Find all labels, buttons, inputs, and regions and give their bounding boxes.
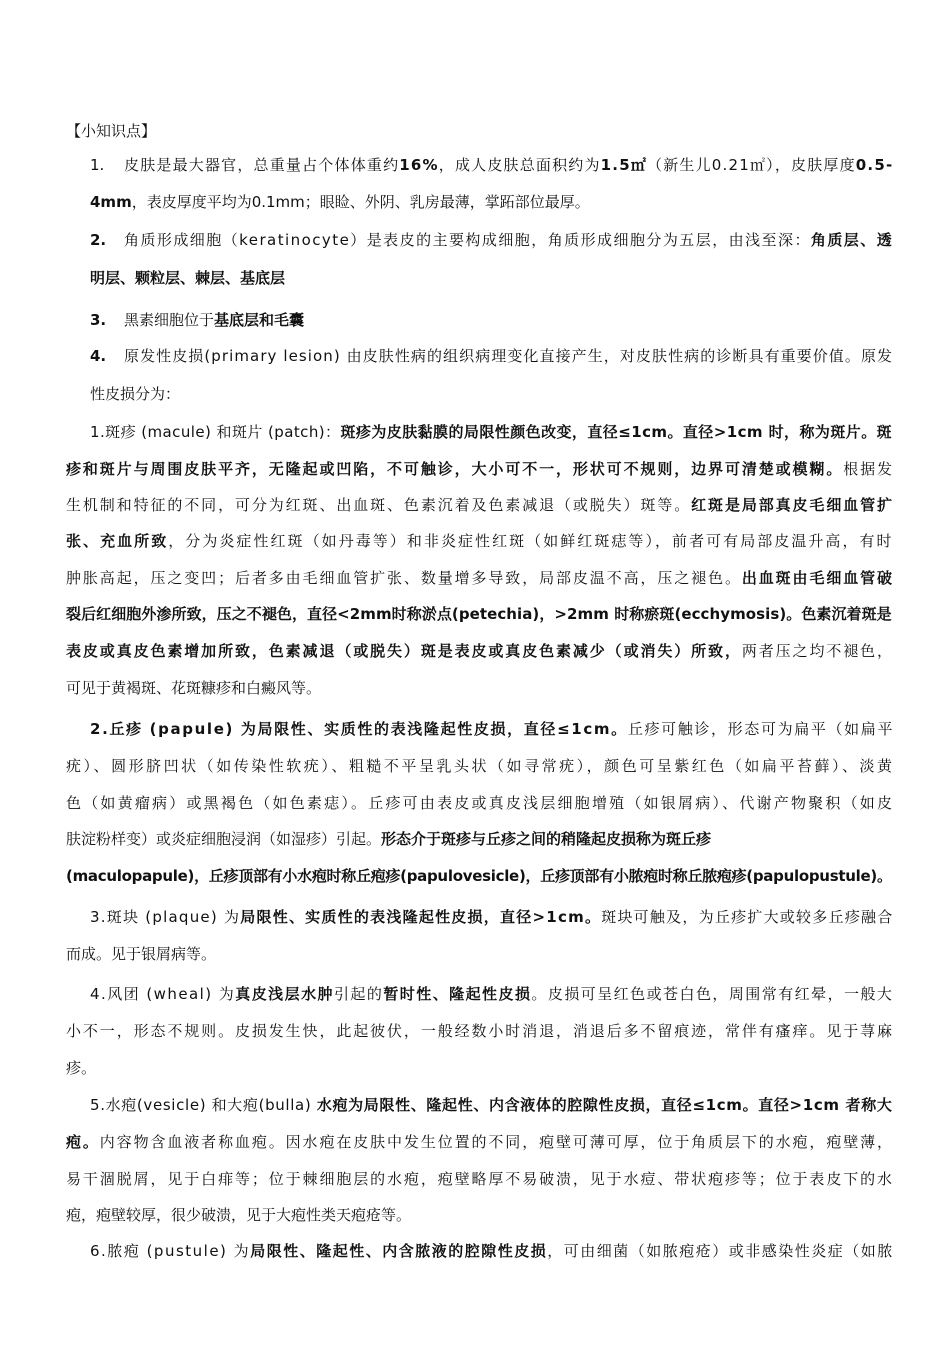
paragraph-line (66, 1055, 96, 1081)
paragraph-line (90, 419, 892, 445)
text-run: 1.斑疹 (macule) 和斑片 (patch)： (90, 423, 341, 441)
text-run: 斑块可触及，为丘疹扩大或较多丘疹融合 (601, 908, 894, 926)
text-run: 4.风团 (wheal) 为 (90, 985, 236, 1003)
text-run: 性皮损分为： (90, 385, 181, 403)
text-run: 5.水疱(vesicle) 和大疱(bulla) (90, 1096, 317, 1114)
text-run: 原发性皮损(primary lesion) 由皮肤性病的组织病理变化直接产生，对皮肤性病的诊断具有重要价值。原发 (124, 347, 894, 365)
text-run: 引起的 (333, 985, 384, 1003)
bold-text: 16% (399, 156, 439, 174)
bold-text: 明层、颗粒层、棘层、基底层 (90, 269, 286, 287)
text-run: 小不一，形态不规则。皮损发生快，此起彼伏，一般经数小时消退，消退后多不留痕迹，常伴有瘙痒。见于荨麻 (66, 1022, 894, 1040)
text-run: 两者压之均不褪色， (741, 642, 894, 660)
bold-text: 角质层、透 (810, 231, 894, 249)
text-run: 6.脓疱 (pustule) 为 (90, 1242, 251, 1260)
bold-text: 斑疹为皮肤黏膜的局限性颜色改变，直径≤1cm。直径>1cm 时，称为斑片。斑 (340, 423, 893, 441)
item-line (124, 307, 304, 333)
item-number: 4. (90, 347, 107, 365)
text-run: 皮肤是最大器官，总重量占个体体重约 (124, 156, 400, 174)
text-run: 根据发 (843, 460, 894, 478)
item-line (90, 189, 590, 215)
paragraph-line (66, 492, 894, 518)
paragraph-line (66, 1166, 894, 1192)
bold-text: 真皮浅层水肿 (235, 985, 334, 1003)
item-number: 1. (90, 156, 105, 174)
paragraph-line (90, 904, 893, 930)
item-line (90, 265, 285, 291)
bold-text: 出血斑由毛细血管破 (741, 569, 894, 587)
bold-text: 暂时性、隆起性皮损 (383, 985, 532, 1003)
paragraph-line (66, 753, 895, 779)
bold-text: 局限性、隆起性、内含脓液的腔隙性皮损 (250, 1242, 548, 1260)
text-run: ，分为炎症性红斑（如丹毒等）和非炎症性红斑（如鲜红斑痣等），前者可有局部皮温升高，有时 (168, 532, 894, 550)
text-run: ，成人皮肤总面积约为 (438, 156, 601, 174)
bold-text: 1.5㎡ (600, 156, 648, 174)
paragraph-line (90, 1092, 893, 1118)
paragraph-line (66, 456, 894, 482)
paragraph-line (66, 601, 892, 627)
text-run: 疹。 (66, 1059, 97, 1077)
item-number: 2. (90, 231, 107, 249)
paragraph-line (66, 941, 216, 967)
text-run: 而成。见于银屑病等。 (66, 945, 217, 963)
paragraph-line (66, 826, 711, 852)
bold-text: 4mm (90, 193, 132, 211)
bold-text: 红斑是局部真皮毛细血管扩 (691, 496, 894, 514)
bold-text: 形态介于斑疹与丘疹之间的稍隆起皮损称为斑丘疹 (381, 830, 712, 848)
text-run: ，可由细菌（如脓疱疮）或非感染性炎症（如脓 (547, 1242, 894, 1260)
item-number: 3. (90, 311, 107, 329)
text-run: 色（如黄瘤病）或黑褐色（如色素痣）。丘疹可由表皮或真皮浅层细胞增殖（如银屑病）、代谢产物聚积（如皮 (66, 794, 895, 812)
bold-text: 水疱为局限性、隆起性、内含液体的腔隙性皮损，直径≤1cm。直径>1cm 者称大 (316, 1096, 893, 1114)
text-run: 黑素细胞位于 (124, 311, 215, 329)
paragraph-line (66, 638, 894, 664)
item-line (124, 227, 893, 253)
item-line (124, 152, 893, 178)
text-run: 肿胀高起，压之变凹；后者多由毛细血管扩张、数量增多导致，局部皮温不高，压之褪色。 (66, 569, 742, 587)
text-run: ，表皮厚度平均为0.1mm；眼睑、外阴、乳房最薄，掌跖部位最厚。 (131, 193, 590, 211)
item-line (124, 343, 893, 369)
bold-text: 2.丘疹 (papule) 为局限性、实质性的表浅隆起性皮损，直径≤1cm。 (90, 720, 628, 738)
text-run: 可见于黄褐斑、花斑糠疹和白癜风等。 (66, 679, 322, 697)
text-run: 疱，疱壁较厚，很少破溃，见于大疱性类天疱疮等。 (66, 1206, 412, 1224)
text-run: 丘疹可触诊，形态可为扁平（如扁平 (627, 720, 895, 738)
paragraph-line (66, 565, 894, 591)
paragraph-line (66, 790, 894, 816)
text-run: 生机制和特征的不同，可分为红斑、出血斑、色素沉着及色素减退（或脱失）斑等。 (66, 496, 692, 514)
paragraph-line (66, 1202, 411, 1228)
bold-text: 表皮或真皮色素增加所致，色素减退（或脱失）斑是表皮或真皮色素减少（或消失）所致， (66, 642, 742, 660)
paragraph-line (90, 716, 894, 742)
text-run: 疣）、圆形脐凹状（如传染性软疣）、粗糙不平呈乳头状（如寻常疣），颜色可呈紫红色（如扁平苔藓）、淡黄 (66, 757, 895, 775)
paragraph-line (66, 528, 894, 554)
paragraph-line (66, 863, 892, 889)
paragraph-line (90, 1238, 894, 1264)
text-run: 易干涸脱屑，见于白痱等；位于棘细胞层的水疱，疱壁略厚不易破溃，见于水痘、带状疱疹等；位于表皮下的水 (66, 1170, 894, 1188)
paragraph-line (66, 1018, 894, 1044)
text-run: 3.斑块 (plaque) 为 (90, 908, 241, 926)
item-line (90, 381, 180, 407)
bold-text: (maculopapule)，丘疹顶部有小水疱时称丘疱疹(papulovesicle)，丘疹顶部有小脓疱时称丘脓疱疹(papulopustule)。 (66, 867, 892, 885)
section-title: 【小知识点】 (66, 122, 157, 140)
bold-text: 疹和斑片与周围皮肤平齐，无隆起或凹陷，不可触诊，大小可不一，形状可不规则，边界可清楚或模糊。 (66, 460, 844, 478)
bold-text: 张、充血所致 (66, 532, 169, 550)
text-run: 内容物含血液者称血疱。因水疱在皮肤中发生位置的不同，疱壁可薄可厚，位于角质层下的水疱，疱壁薄， (99, 1133, 894, 1151)
text-run: 。皮损可呈红色或苍白色，周围常有红晕，一般大 (531, 985, 894, 1003)
bold-text: 0.5- (855, 156, 894, 174)
bold-text: 裂后红细胞外渗所致，压之不褪色，直径<2mm时称淤点(petechia)，>2mm 时称瘀斑(ecchymosis)。色素沉着斑是 (66, 605, 892, 623)
bold-text: 疱。 (66, 1133, 100, 1151)
bold-text: 基底层和毛囊 (214, 311, 305, 329)
paragraph-line (90, 981, 893, 1007)
text-run: （新生儿0.21㎡），皮肤厚度 (647, 156, 856, 174)
paragraph-line (66, 1129, 894, 1155)
paragraph-line (66, 675, 321, 701)
text-run: 肤淀粉样变）或炎症细胞浸润（如湿疹）引起。 (66, 830, 382, 848)
text-run: 角质形成细胞（keratinocyte）是表皮的主要构成细胞，角质形成细胞分为五层，由浅至深： (124, 231, 811, 249)
bold-text: 局限性、实质性的表浅隆起性皮损，直径>1cm。 (240, 908, 602, 926)
